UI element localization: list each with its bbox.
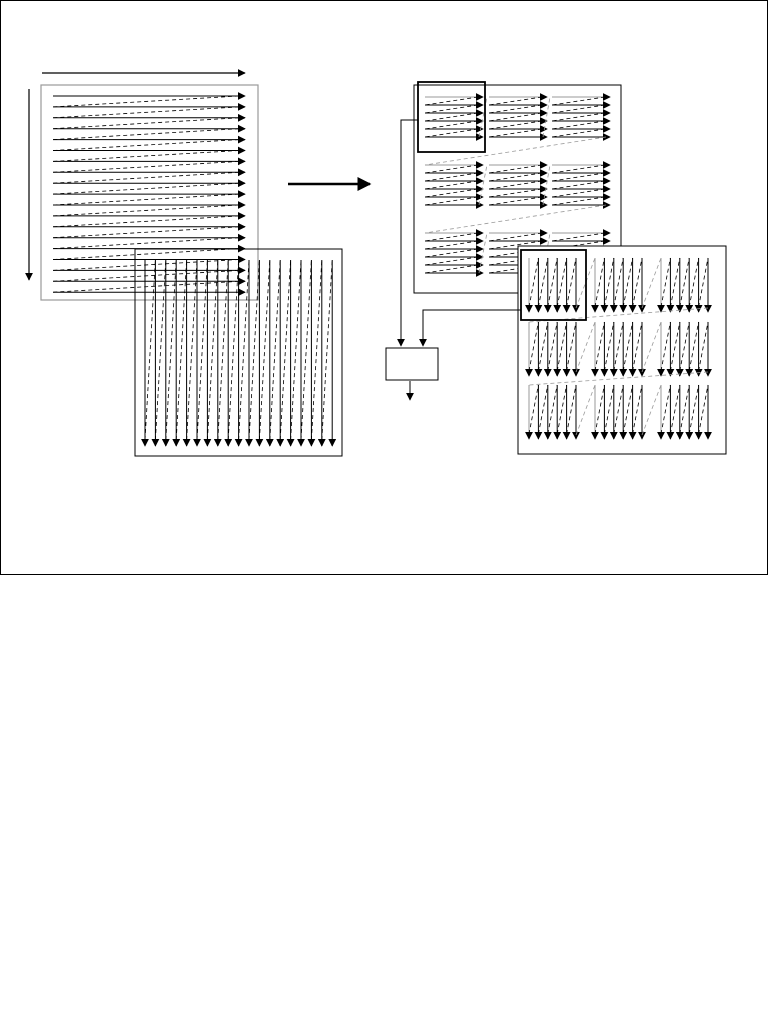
row-major-block-frame [41, 85, 258, 300]
column-major-block [135, 249, 342, 456]
combine-box [386, 348, 438, 380]
row-major-block [41, 85, 258, 300]
tiled-column-block [518, 246, 726, 454]
